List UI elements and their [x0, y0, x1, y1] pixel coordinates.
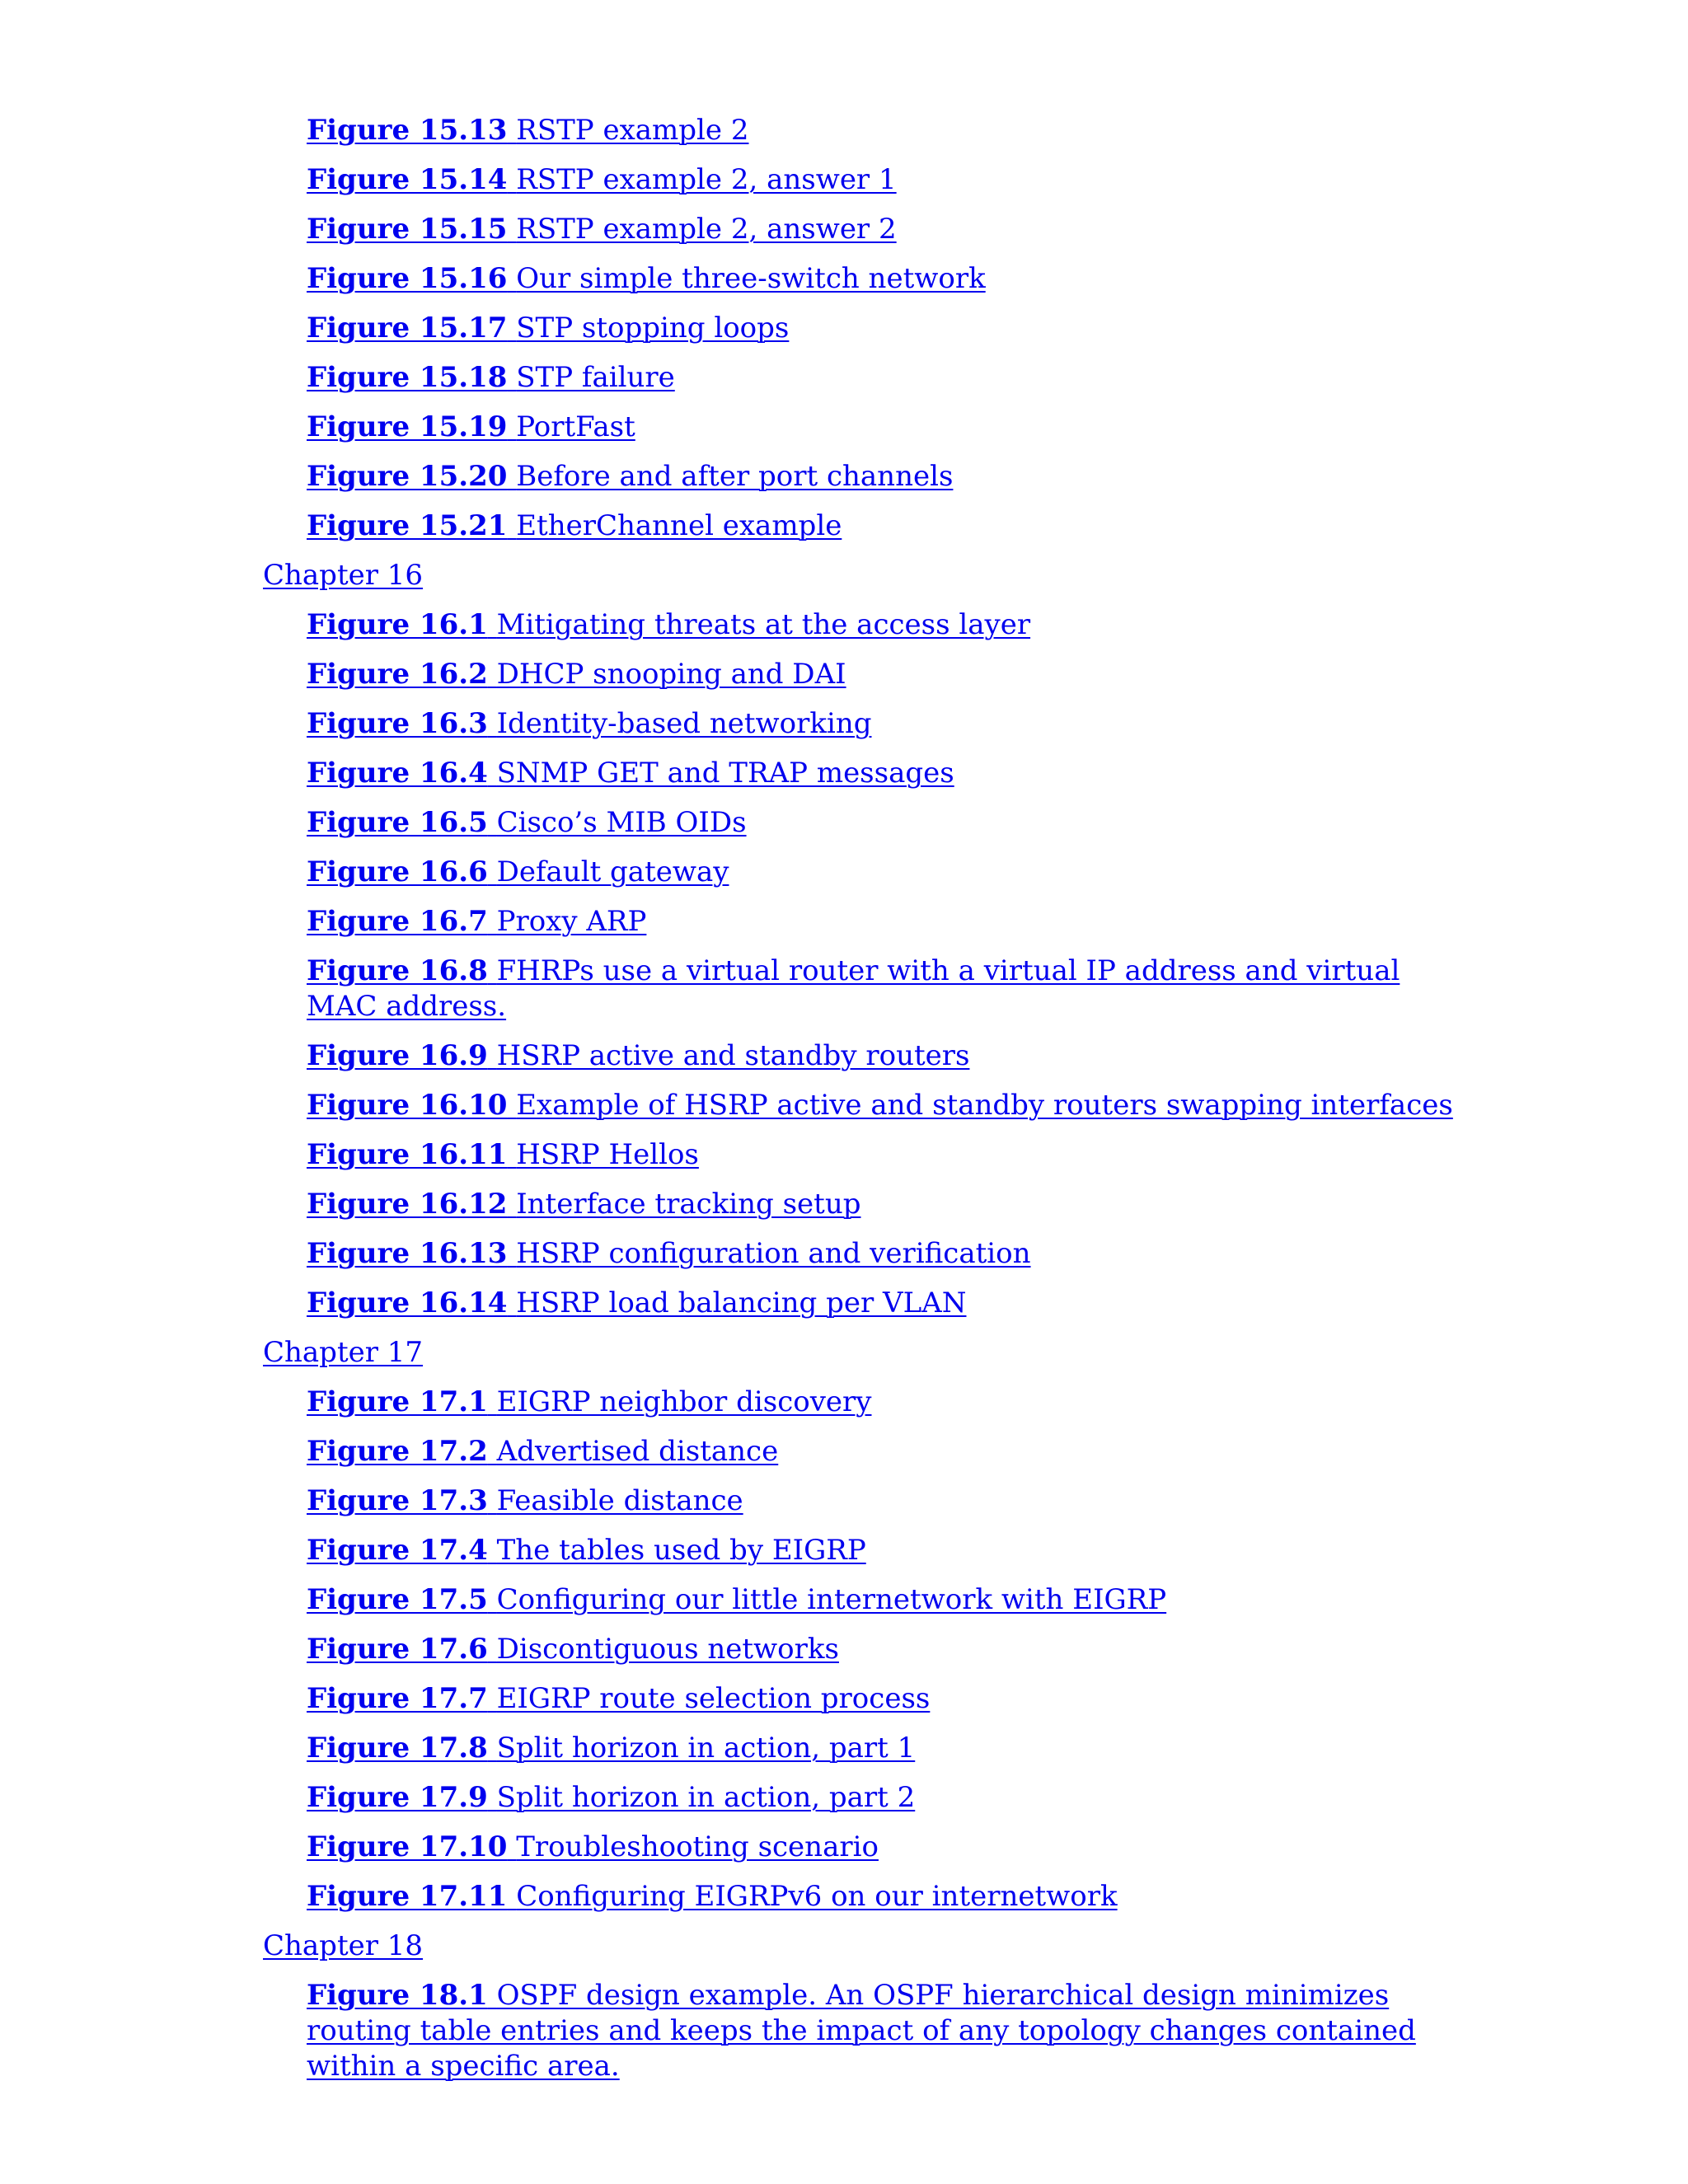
figure-link[interactable] — [307, 1278, 1461, 1328]
figure-number: Figure 16.6 — [307, 855, 488, 888]
figure-number: Figure 16.10 — [307, 1088, 508, 1122]
figure-number: Figure 17.10 — [307, 1830, 508, 1863]
figure-link[interactable] — [307, 1971, 1461, 2091]
figure-title: Split horizon in action, part 2 — [496, 1780, 916, 1814]
figure-number: Figure 17.2 — [307, 1434, 488, 1468]
figure-number: Figure 16.12 — [307, 1187, 508, 1221]
figure-title: Before and after port channels — [516, 459, 954, 493]
figure-title: Feasible distance — [496, 1483, 743, 1517]
figure-number: Figure 17.4 — [307, 1533, 488, 1567]
figure-title: EIGRP route selection process — [496, 1681, 931, 1715]
figure-title: Configuring EIGRPv6 on our internetwork — [516, 1879, 1118, 1913]
figure-number: Figure 17.11 — [307, 1879, 508, 1913]
chapter-link[interactable]: Chapter 17 — [263, 1336, 424, 1369]
figure-title: EtherChannel example — [516, 509, 842, 542]
figure-title: Configuring our little internetwork with EIGRP — [496, 1582, 1167, 1616]
figure-title: Default gateway — [496, 855, 729, 888]
figure-title: RSTP example 2 — [516, 113, 749, 147]
chapter-link[interactable]: Chapter 16 — [263, 559, 424, 592]
figure-title: Split horizon in action, part 1 — [496, 1731, 916, 1765]
figure-number: Figure 17.7 — [307, 1681, 488, 1715]
figure-title: DHCP snooping and DAI — [496, 657, 846, 691]
figure-link[interactable] — [307, 1723, 1461, 1773]
figure-number: Figure 15.16 — [307, 261, 508, 295]
figure-number: Figure 16.8 — [307, 954, 488, 987]
figure-number: Figure 15.20 — [307, 459, 508, 493]
figure-link[interactable] — [307, 1130, 1461, 1179]
figure-link[interactable] — [307, 452, 1461, 501]
figure-link[interactable] — [307, 897, 1461, 946]
figure-link[interactable] — [307, 748, 1461, 798]
figure-number: Figure 16.14 — [307, 1286, 508, 1319]
figure-link[interactable] — [307, 353, 1461, 402]
figure-number: Figure 17.9 — [307, 1780, 488, 1814]
figure-title: Example of HSRP active and standby routers swapping interfaces — [516, 1088, 1453, 1122]
figure-title: STP failure — [516, 360, 675, 394]
figure-title: Identity-based networking — [496, 706, 872, 740]
figure-number: Figure 16.7 — [307, 904, 488, 938]
figure-link[interactable] — [307, 1080, 1461, 1130]
figure-link[interactable] — [307, 946, 1461, 1031]
figure-link[interactable] — [307, 1773, 1461, 1822]
figure-list — [0, 105, 1688, 2091]
figure-number: Figure 17.5 — [307, 1582, 488, 1616]
figure-title: OSPF design example. An OSPF hierarchical design minimizes routing table entries and keeps the impact of any topology changes contained within a specific area. — [307, 1978, 1416, 2083]
figure-link[interactable] — [307, 1674, 1461, 1723]
figure-link[interactable] — [307, 1377, 1461, 1427]
figure-link[interactable] — [307, 1427, 1461, 1476]
figure-number: Figure 17.1 — [307, 1385, 488, 1418]
figure-title: HSRP load balancing per VLAN — [516, 1286, 967, 1319]
figure-link[interactable] — [307, 303, 1461, 353]
figure-number: Figure 18.1 — [307, 1978, 488, 2012]
figure-title: HSRP configuration and verification — [516, 1236, 1031, 1270]
figure-number: Figure 16.13 — [307, 1236, 508, 1270]
figure-title: Cisco’s MIB OIDs — [496, 805, 747, 839]
figure-link[interactable] — [307, 1624, 1461, 1674]
figure-number: Figure 16.2 — [307, 657, 488, 691]
figure-number: Figure 15.17 — [307, 311, 508, 344]
figure-link[interactable] — [307, 798, 1461, 847]
figure-link[interactable] — [307, 204, 1461, 254]
figure-title: Our simple three-switch network — [516, 261, 986, 295]
figure-number: Figure 15.19 — [307, 410, 508, 443]
figure-link[interactable] — [307, 600, 1461, 649]
figure-number: Figure 16.1 — [307, 607, 488, 641]
figure-title: SNMP GET and TRAP messages — [496, 756, 954, 790]
figure-link[interactable] — [307, 847, 1461, 897]
figure-link[interactable] — [307, 1031, 1461, 1080]
figure-number: Figure 15.18 — [307, 360, 508, 394]
figure-number: Figure 15.13 — [307, 113, 508, 147]
figure-title: RSTP example 2, answer 1 — [516, 162, 897, 196]
figure-number: Figure 15.15 — [307, 212, 508, 246]
figure-number: Figure 17.8 — [307, 1731, 488, 1765]
figure-link[interactable] — [307, 254, 1461, 303]
figure-title: Mitigating threats at the access layer — [496, 607, 1031, 641]
figure-link[interactable] — [307, 501, 1461, 551]
figure-link[interactable] — [307, 699, 1461, 748]
figure-title: FHRPs use a virtual router with a virtual IP address and virtual MAC address. — [307, 954, 1400, 1023]
figure-title: EIGRP neighbor discovery — [496, 1385, 872, 1418]
figure-title: HSRP active and standby routers — [496, 1038, 970, 1072]
figure-title: Advertised distance — [496, 1434, 779, 1468]
figure-number: Figure 15.14 — [307, 162, 508, 196]
figure-number: Figure 15.21 — [307, 509, 508, 542]
figure-link[interactable] — [307, 105, 1461, 155]
figure-title: The tables used by EIGRP — [496, 1533, 866, 1567]
figure-link[interactable] — [307, 649, 1461, 699]
figure-title: Interface tracking setup — [516, 1187, 861, 1221]
figure-number: Figure 16.3 — [307, 706, 488, 740]
figure-title: RSTP example 2, answer 2 — [516, 212, 897, 246]
figure-link[interactable] — [307, 1476, 1461, 1526]
figure-title: Troubleshooting scenario — [516, 1830, 879, 1863]
chapter-link[interactable]: Chapter 18 — [263, 1929, 424, 1962]
figure-number: Figure 16.9 — [307, 1038, 488, 1072]
figure-link[interactable] — [307, 1575, 1461, 1624]
figure-link[interactable] — [307, 402, 1461, 452]
figure-number: Figure 17.6 — [307, 1632, 488, 1666]
figure-title: PortFast — [516, 410, 635, 443]
figure-title: STP stopping loops — [516, 311, 790, 344]
figure-number: Figure 17.3 — [307, 1483, 488, 1517]
figure-link[interactable] — [307, 1526, 1461, 1575]
figure-number: Figure 16.11 — [307, 1137, 508, 1171]
figure-title: HSRP Hellos — [516, 1137, 699, 1171]
figure-number: Figure 16.5 — [307, 805, 488, 839]
figure-link[interactable] — [307, 1872, 1461, 1921]
figure-link[interactable] — [307, 1822, 1461, 1872]
figure-number: Figure 16.4 — [307, 756, 488, 790]
figure-title: Discontiguous networks — [496, 1632, 839, 1666]
figure-title: Proxy ARP — [496, 904, 647, 938]
figure-link[interactable] — [307, 1179, 1461, 1229]
figure-link[interactable] — [307, 1229, 1461, 1278]
figure-link[interactable] — [307, 155, 1461, 204]
